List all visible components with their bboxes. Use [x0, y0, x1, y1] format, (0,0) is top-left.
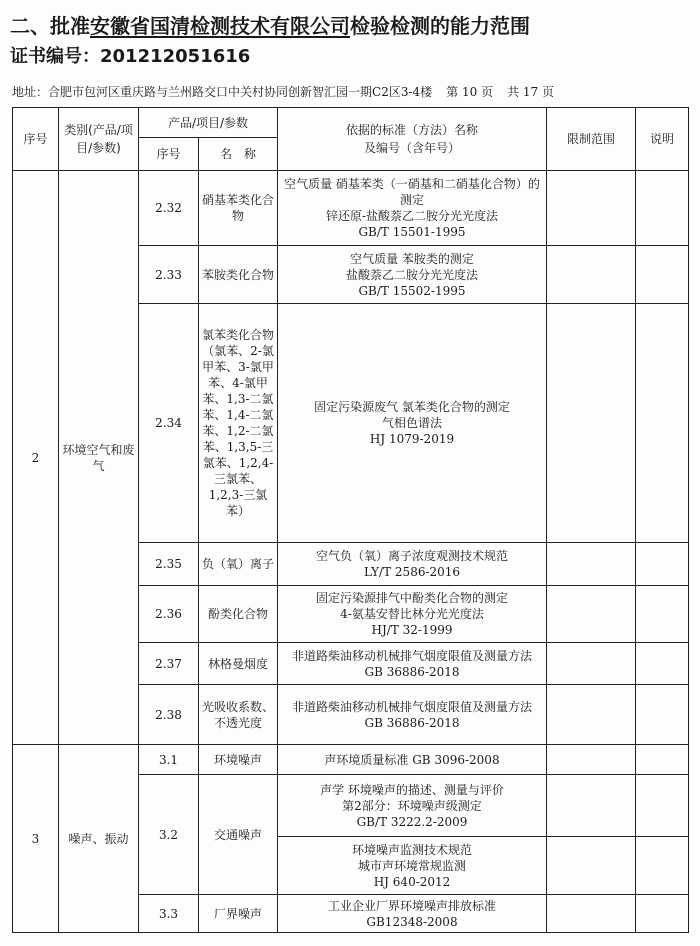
- certificate-number: [10, 42, 250, 68]
- group-category: 噪声、振动: [59, 745, 139, 933]
- row-note: [636, 171, 689, 246]
- row-standard-secondary: 环境噪声监测技术规范 城市声环境常规监测 HJ 640-2012: [278, 837, 547, 895]
- row-limit: [547, 304, 636, 543]
- row-no: 2.32: [139, 171, 199, 246]
- row-limit: [547, 586, 636, 643]
- row-limit: [547, 246, 636, 304]
- row-standard: 非道路柴油移动机械排气烟度限值及测量方法 GB 36886-2018: [278, 643, 547, 685]
- header-category: 类别(产品/项目/参数): [59, 108, 139, 171]
- header-note: 说明: [636, 108, 689, 171]
- header-seq: 序号: [13, 108, 59, 171]
- row-name: 林格曼烟度: [199, 643, 278, 685]
- row-note: [636, 685, 689, 745]
- address-text: 合肥市包河区重庆路与兰州路交口中关村协同创新智汇园一期C2区3-4楼: [48, 85, 433, 99]
- row-limit: [547, 745, 636, 775]
- row-limit: [547, 643, 636, 685]
- row-name: 光吸收系数、不透光度: [199, 685, 278, 745]
- row-limit: [547, 543, 636, 586]
- row-note: [636, 543, 689, 586]
- row-note: [636, 304, 689, 543]
- row-note: [636, 775, 689, 837]
- row-limit: [547, 895, 636, 933]
- row-limit: [547, 171, 636, 246]
- row-no: 3.3: [139, 895, 199, 933]
- row-name: 硝基苯类化合物: [199, 171, 278, 246]
- row-note: [636, 837, 689, 895]
- page-total: 共 17 页: [507, 85, 554, 99]
- row-standard: 空气质量 硝基苯类（一硝基和二硝基化合物）的测定 锌还原-盐酸萘乙二胺分光光度法 GB/T 15501-1995: [278, 171, 547, 246]
- row-name: 厂界噪声: [199, 895, 278, 933]
- row-standard: 空气质量 苯胺类的测定 盐酸萘乙二胺分光光度法 GB/T 15502-1995: [278, 246, 547, 304]
- row-standard: 固定污染源排气中酚类化合物的测定 4-氨基安替比林分光光度法 HJ/T 32-1999: [278, 586, 547, 643]
- row-standard: 工业企业厂界环境噪声排放标准 GB12348-2008: [278, 895, 547, 933]
- row-name: 酚类化合物: [199, 586, 278, 643]
- row-note: [636, 246, 689, 304]
- scope-table: [12, 107, 689, 933]
- header-product-group: 产品/项目/参数: [139, 108, 278, 138]
- page-number: 第 10 页: [446, 85, 494, 99]
- header-standard: 依据的标准（方法）名称 及编号（含年号）: [278, 108, 547, 171]
- row-no: 2.35: [139, 543, 199, 586]
- group-category: 环境空气和废气: [59, 171, 139, 745]
- row-name: 环境噪声: [199, 745, 278, 775]
- row-no: 2.33: [139, 246, 199, 304]
- row-limit: [547, 775, 636, 837]
- header-name: 名 称: [199, 138, 278, 171]
- row-no: 3.2: [139, 775, 199, 895]
- row-no: 3.1: [139, 745, 199, 775]
- table-row: [13, 171, 689, 246]
- row-no: 2.38: [139, 685, 199, 745]
- page-title: [10, 10, 530, 39]
- group-seq: 3: [13, 745, 59, 933]
- row-name: 苯胺类化合物: [199, 246, 278, 304]
- row-no: 2.36: [139, 586, 199, 643]
- row-limit: [547, 837, 636, 895]
- header-sub-seq: 序号: [139, 138, 199, 171]
- row-limit: [547, 685, 636, 745]
- row-no: 2.34: [139, 304, 199, 543]
- title-prefix: 二、批准: [10, 14, 90, 38]
- row-note: [636, 643, 689, 685]
- row-note: [636, 586, 689, 643]
- row-no: 2.37: [139, 643, 199, 685]
- cert-label: 证书编号：: [10, 46, 100, 67]
- row-standard: 空气负（氧）离子浓度观测技术规范 LY/T 2586-2016: [278, 543, 547, 586]
- row-name: 负（氧）离子: [199, 543, 278, 586]
- org-name: 安徽省国清检测技术有限公司: [90, 14, 350, 38]
- row-name: 氯苯类化合物（氯苯、2-氯甲苯、3-氯甲苯、4-氯甲苯、1,3-二氯苯、1,4-二氯苯、1,2-二氯苯、1,3,5-三氯苯、1,2,4-三氯苯、1,2,3-三氯苯）: [199, 304, 278, 543]
- row-standard: 声学 环境噪声的描述、测量与评价 第2部分：环境噪声级测定 GB/T 3222.2-2009: [278, 775, 547, 837]
- row-note: [636, 745, 689, 775]
- address-line: [12, 83, 554, 100]
- address-label: 地址：: [12, 85, 49, 99]
- header-limit: 限制范围: [547, 108, 636, 171]
- row-note: [636, 895, 689, 933]
- row-standard: 固定污染源废气 氯苯类化合物的测定 气相色谱法 HJ 1079-2019: [278, 304, 547, 543]
- row-standard: 声环境质量标准 GB 3096-2008: [278, 745, 547, 775]
- table-row: [13, 745, 689, 775]
- cert-number: 201212051616: [100, 46, 251, 67]
- row-name: 交通噪声: [199, 775, 278, 895]
- title-suffix: 检验检测的能力范围: [350, 14, 530, 38]
- group-seq: 2: [13, 171, 59, 745]
- row-standard: 非道路柴油移动机械排气烟度限值及测量方法 GB 36886-2018: [278, 685, 547, 745]
